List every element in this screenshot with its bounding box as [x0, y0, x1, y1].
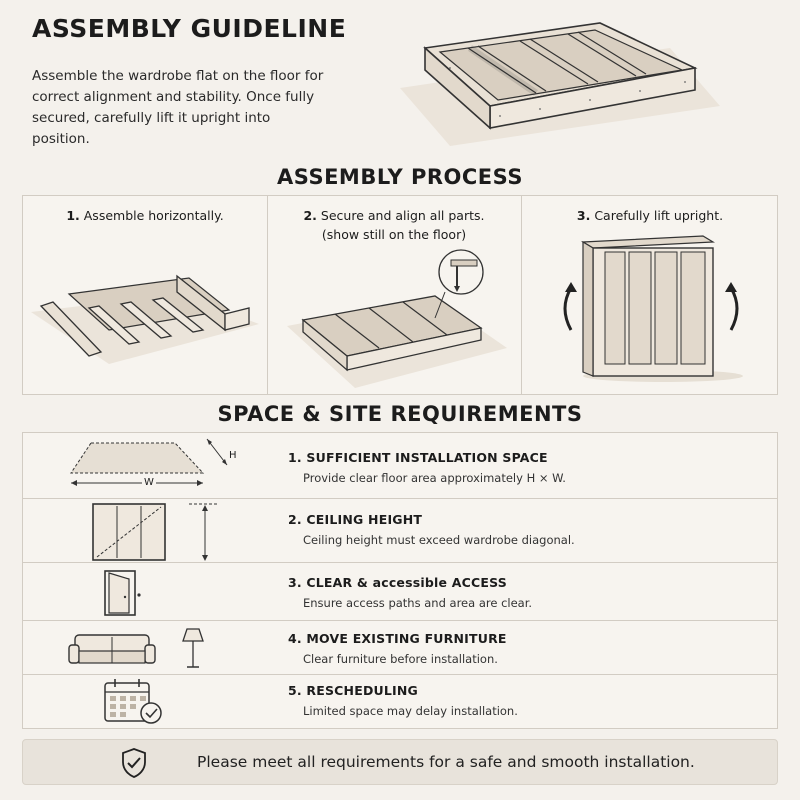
- horizontal-assembly-illustration: [29, 264, 261, 368]
- calendar-check-icon: [101, 677, 167, 727]
- ceiling-height-icon: [89, 501, 229, 563]
- height-label: H: [229, 450, 237, 461]
- step-number: 3.: [576, 208, 591, 223]
- step-text: Assemble horizontally.: [83, 208, 224, 223]
- step-1: [23, 206, 267, 225]
- requirement-description: Ceiling height must exceed wardrobe diagonal.: [303, 533, 575, 547]
- process-section-title: ASSEMBLY PROCESS: [277, 165, 523, 189]
- footer-banner: [22, 739, 778, 785]
- requirement-row: [23, 563, 777, 621]
- requirement-row: [23, 433, 777, 499]
- step-3: [521, 206, 779, 225]
- requirement-row: [23, 621, 777, 675]
- width-label: W: [144, 477, 154, 488]
- shield-check-icon: [120, 747, 148, 779]
- secure-align-illustration: [285, 248, 511, 388]
- requirement-description: Ensure access paths and area are clear.: [303, 596, 533, 610]
- step-2: [267, 206, 521, 244]
- requirement-heading: 3. CLEAR & accessible ACCESS: [288, 575, 507, 590]
- requirement-row: [23, 675, 777, 730]
- step-divider: [521, 196, 522, 394]
- requirements-section-title: SPACE & SITE REQUIREMENTS: [217, 402, 583, 426]
- step-note: (show still on the floor): [321, 227, 467, 242]
- page-title: ASSEMBLY GUIDELINE: [32, 14, 347, 43]
- requirements-panel: [22, 432, 778, 729]
- upright-wardrobe-illustration: [553, 232, 753, 382]
- requirement-description: Limited space may delay installation.: [303, 704, 518, 718]
- requirement-heading: 4. MOVE EXISTING FURNITURE: [288, 631, 507, 646]
- requirement-description: Provide clear floor area approximately H × W.: [303, 471, 566, 485]
- requirement-heading: 1. SUFFICIENT INSTALLATION SPACE: [288, 450, 548, 465]
- step-text: Carefully lift upright.: [594, 208, 724, 223]
- process-panel: [22, 195, 778, 395]
- wardrobe-flat-illustration: [390, 18, 730, 148]
- footer-text: Please meet all requirements for a safe and smooth installation.: [197, 753, 695, 771]
- requirement-heading: 2. CEILING HEIGHT: [288, 512, 423, 527]
- floor-area-icon: [65, 435, 255, 495]
- requirement-description: Clear furniture before installation.: [303, 652, 498, 666]
- requirement-heading: 5. RESCHEDULING: [288, 683, 419, 698]
- door-icon: [103, 569, 143, 617]
- step-number: 1.: [66, 208, 80, 223]
- step-number: 2.: [303, 208, 317, 223]
- step-text: Secure and align all parts.: [320, 208, 485, 223]
- sofa-lamp-icon: [67, 625, 227, 673]
- requirement-row: [23, 499, 777, 563]
- intro-text: Assemble the wardrobe flat on the floor for correct alignment and stability. Once fully secured, carefully lift it upright into position.: [32, 68, 324, 147]
